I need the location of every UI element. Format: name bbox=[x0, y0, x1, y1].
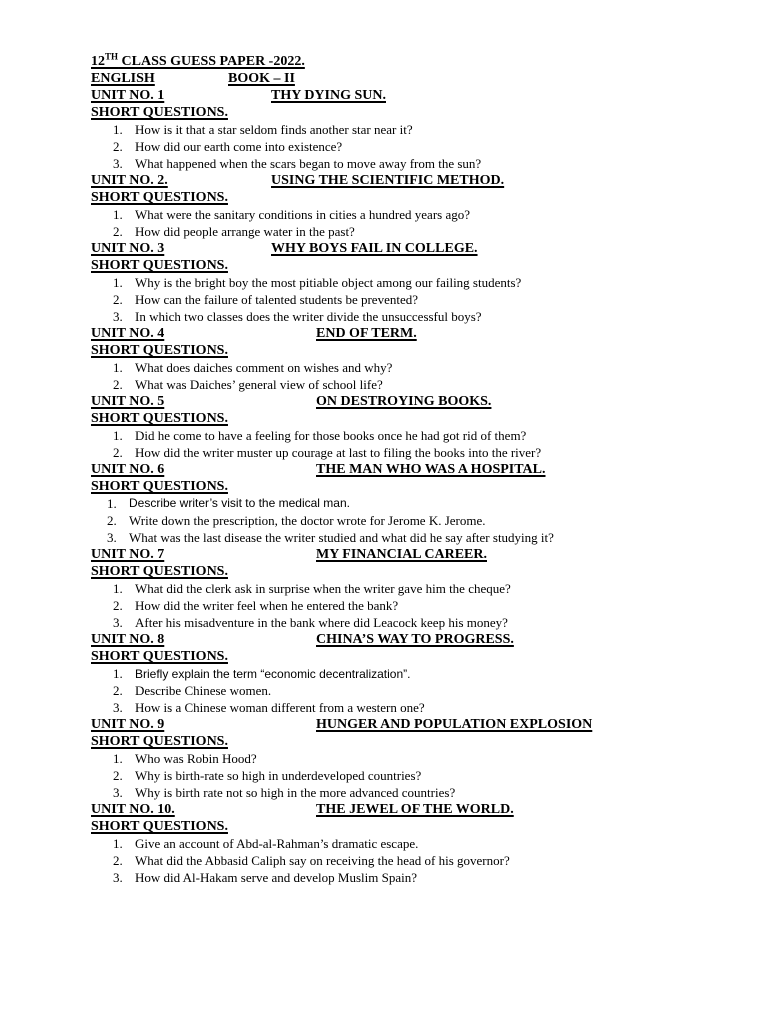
question-item: 2. Write down the prescription, the doctor wrote for Jerome K. Jerome. bbox=[107, 513, 486, 528]
unit-title: ON DESTROYING BOOKS. bbox=[316, 394, 492, 409]
short-questions-heading: SHORT QUESTIONS. bbox=[91, 564, 228, 579]
unit-title: THE MAN WHO WAS A HOSPITAL. bbox=[316, 462, 546, 477]
question-item: 1. Who was Robin Hood? bbox=[113, 751, 257, 766]
unit-title: END OF TERM. bbox=[316, 326, 417, 341]
question-item: 2. Why is birth-rate so high in underdeveloped countries? bbox=[113, 768, 422, 783]
unit-number: UNIT NO. 1 bbox=[91, 88, 165, 103]
question-item: 1. What were the sanitary conditions in cities a hundred years ago? bbox=[113, 207, 470, 222]
question-item: 2. How did the writer muster up courage at last to filing the books into the river? bbox=[113, 445, 542, 460]
unit-title: USING THE SCIENTIFIC METHOD. bbox=[271, 173, 505, 188]
unit-heading bbox=[91, 801, 731, 818]
question-item: 1. Briefly explain the term “economic decentralization”. bbox=[113, 666, 411, 681]
short-questions-heading: SHORT QUESTIONS. bbox=[91, 479, 228, 494]
unit-heading bbox=[91, 631, 731, 648]
question-item: 1. How is it that a star seldom finds another star near it? bbox=[113, 122, 413, 137]
book-label: BOOK – II bbox=[228, 71, 295, 86]
question-list bbox=[91, 427, 731, 461]
question-item: 3. What was the last disease the writer studied and what did he say after studying it? bbox=[107, 530, 554, 545]
unit-number: UNIT NO. 3 bbox=[91, 241, 165, 256]
question-item: 2. What was Daiches’ general view of school life? bbox=[113, 377, 383, 392]
question-list bbox=[91, 495, 731, 546]
question-list bbox=[91, 274, 731, 325]
question-item: 1. Did he come to have a feeling for those books once he had got rid of them? bbox=[113, 428, 527, 443]
question-item: 2. How did the writer feel when he entered the bank? bbox=[113, 598, 399, 613]
document bbox=[91, 51, 731, 886]
question-list bbox=[91, 359, 731, 393]
unit-title: CHINA’S WAY TO PROGRESS. bbox=[316, 632, 514, 647]
short-questions-heading: SHORT QUESTIONS. bbox=[91, 105, 228, 120]
unit-heading bbox=[91, 546, 731, 563]
title-superscript: TH bbox=[105, 51, 119, 62]
question-list bbox=[91, 580, 731, 631]
unit-number: UNIT NO. 9 bbox=[91, 717, 165, 732]
question-list bbox=[91, 206, 731, 240]
question-item: 1. Describe writer’s visit to the medical man. bbox=[107, 496, 350, 511]
short-questions-heading: SHORT QUESTIONS. bbox=[91, 258, 228, 273]
unit-number: UNIT NO. 7 bbox=[91, 547, 165, 562]
question-item: 2. How did our earth come into existence? bbox=[113, 139, 343, 154]
question-list bbox=[91, 665, 731, 716]
subject-line bbox=[91, 70, 731, 87]
page-title bbox=[91, 51, 731, 70]
question-item: 3. How did Al-Hakam serve and develop Muslim Spain? bbox=[113, 870, 417, 885]
question-list bbox=[91, 121, 731, 172]
question-item: 2. How can the failure of talented students be prevented? bbox=[113, 292, 418, 307]
short-questions-heading: SHORT QUESTIONS. bbox=[91, 343, 228, 358]
unit-title: HUNGER AND POPULATION EXPLOSION bbox=[316, 717, 593, 732]
subject-label: ENGLISH bbox=[91, 71, 155, 86]
question-item: 2. What did the Abbasid Caliph say on receiving the head of his governor? bbox=[113, 853, 510, 868]
question-list bbox=[91, 835, 731, 886]
unit-title: WHY BOYS FAIL IN COLLEGE. bbox=[271, 241, 478, 256]
unit-number: UNIT NO. 8 bbox=[91, 632, 165, 647]
unit-title: THE JEWEL OF THE WORLD. bbox=[316, 802, 514, 817]
unit-heading bbox=[91, 87, 731, 104]
short-questions-heading: SHORT QUESTIONS. bbox=[91, 819, 228, 834]
short-questions-heading: SHORT QUESTIONS. bbox=[91, 734, 228, 749]
unit-heading bbox=[91, 172, 731, 189]
unit-heading bbox=[91, 240, 731, 257]
unit-number: UNIT NO. 6 bbox=[91, 462, 165, 477]
unit-heading bbox=[91, 393, 731, 410]
question-item: 3. What happened when the scars began to move away from the sun? bbox=[113, 156, 482, 171]
unit-number: UNIT NO. 2. bbox=[91, 173, 168, 188]
title-number: 12 bbox=[91, 54, 105, 69]
question-item: 1. Give an account of Abd-al-Rahman’s dramatic escape. bbox=[113, 836, 419, 851]
question-item: 3. Why is birth rate not so high in the more advanced countries? bbox=[113, 785, 456, 800]
unit-number: UNIT NO. 10. bbox=[91, 802, 175, 817]
question-item: 2. How did people arrange water in the past? bbox=[113, 224, 355, 239]
question-item: 2. Describe Chinese women. bbox=[113, 683, 272, 698]
unit-number: UNIT NO. 5 bbox=[91, 394, 165, 409]
question-item: 1. What does daiches comment on wishes and why? bbox=[113, 360, 393, 375]
unit-heading bbox=[91, 716, 731, 733]
unit-number: UNIT NO. 4 bbox=[91, 326, 165, 341]
short-questions-heading: SHORT QUESTIONS. bbox=[91, 190, 228, 205]
question-item: 3. After his misadventure in the bank where did Leacock keep his money? bbox=[113, 615, 508, 630]
unit-title: MY FINANCIAL CAREER. bbox=[316, 547, 487, 562]
unit-title: THY DYING SUN. bbox=[271, 88, 386, 103]
short-questions-heading: SHORT QUESTIONS. bbox=[91, 649, 228, 664]
question-item: 3. How is a Chinese woman different from a western one? bbox=[113, 700, 425, 715]
question-list bbox=[91, 750, 731, 801]
question-item: 1. Why is the bright boy the most pitiable object among our failing students? bbox=[113, 275, 522, 290]
unit-heading bbox=[91, 325, 731, 342]
question-item: 1. What did the clerk ask in surprise when the writer gave him the cheque? bbox=[113, 581, 511, 596]
unit-heading bbox=[91, 461, 731, 478]
title-text: CLASS GUESS PAPER -2022. bbox=[118, 54, 305, 69]
question-item: 3. In which two classes does the writer divide the unsuccessful boys? bbox=[113, 309, 482, 324]
short-questions-heading: SHORT QUESTIONS. bbox=[91, 411, 228, 426]
